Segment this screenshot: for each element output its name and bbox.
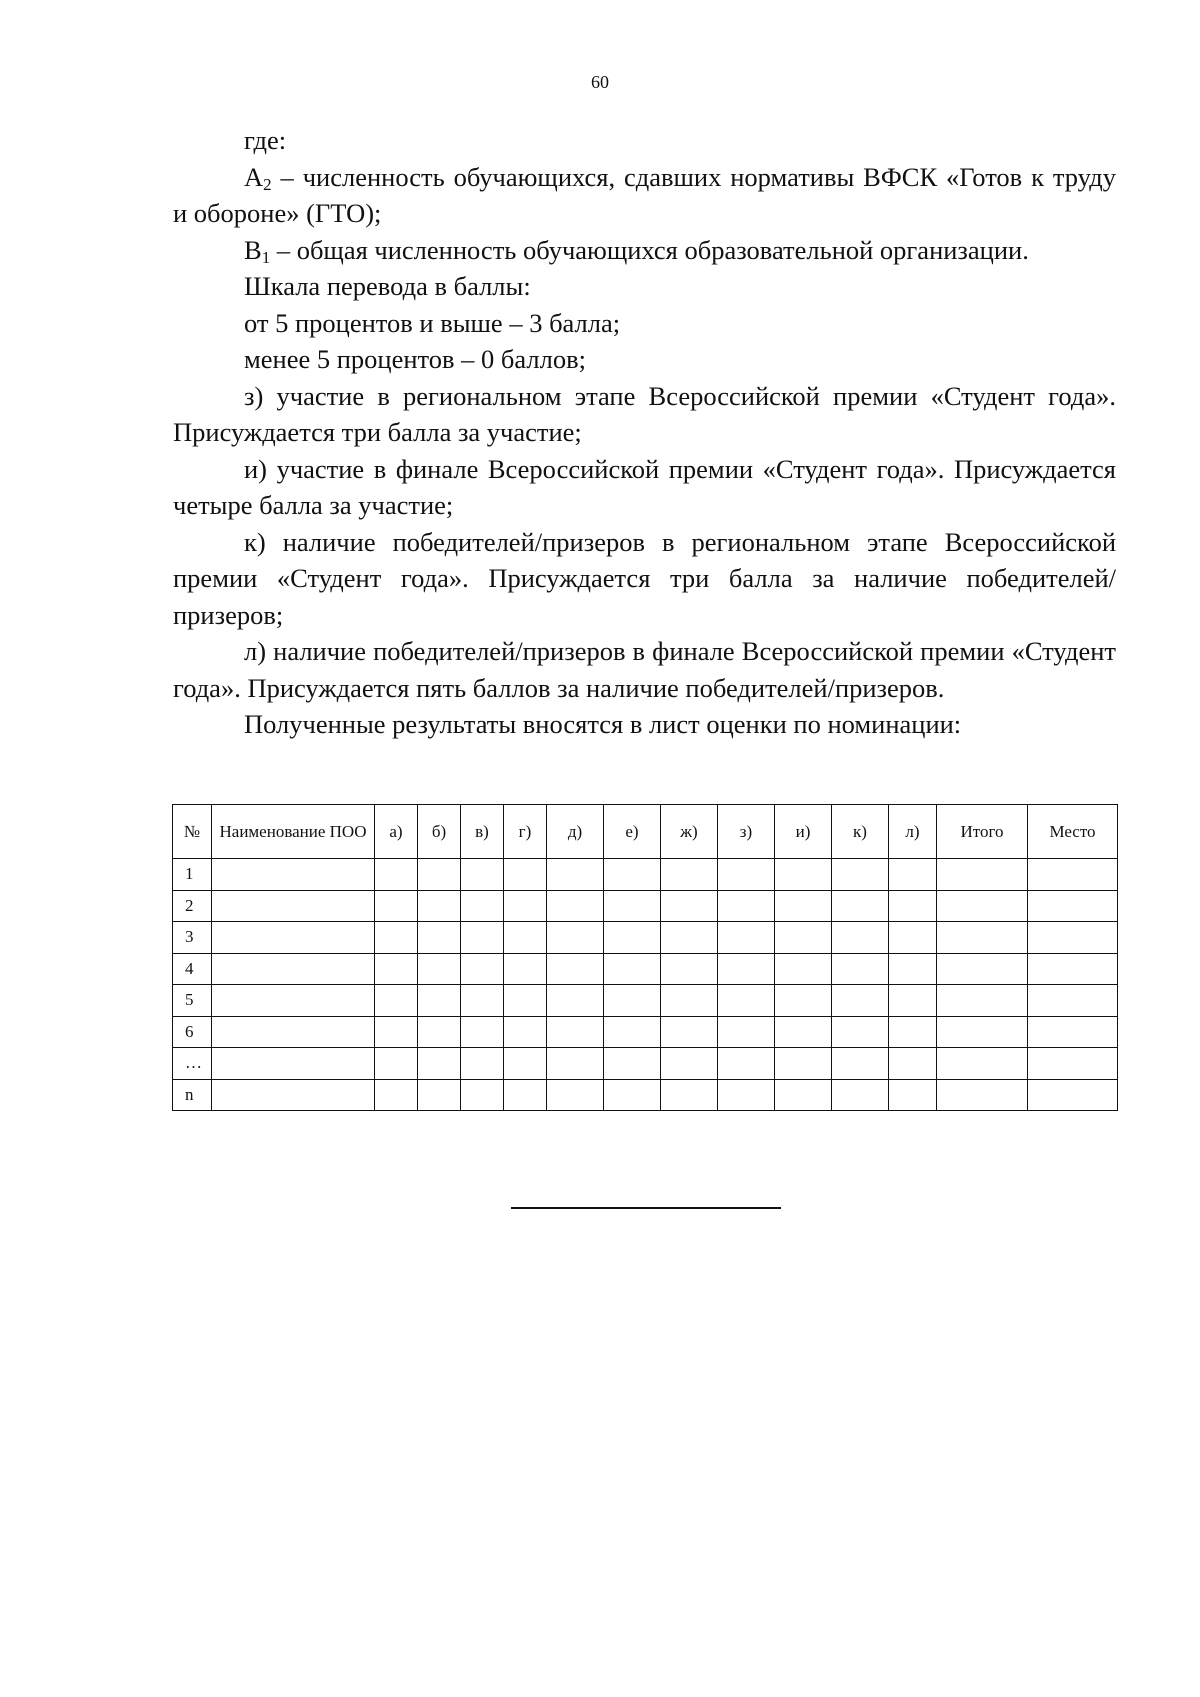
table-cell	[604, 859, 661, 891]
evaluation-table	[172, 804, 1118, 1111]
table-cell	[661, 1016, 718, 1048]
table-cell	[604, 922, 661, 954]
table-cell	[661, 890, 718, 922]
table-row	[173, 1016, 1118, 1048]
table-cell	[504, 890, 547, 922]
column-header: №	[173, 805, 212, 859]
table-cell	[461, 1079, 504, 1111]
table-cell	[718, 953, 775, 985]
table-row	[173, 922, 1118, 954]
table-cell	[661, 922, 718, 954]
table-cell	[661, 1048, 718, 1080]
column-header: б)	[418, 805, 461, 859]
row-number: 5	[173, 985, 212, 1017]
column-header: и)	[775, 805, 832, 859]
column-header: д)	[547, 805, 604, 859]
end-rule	[511, 1207, 781, 1209]
table-cell	[461, 859, 504, 891]
table-cell	[832, 922, 889, 954]
table-cell	[775, 953, 832, 985]
table-cell	[212, 859, 375, 891]
table-cell	[547, 922, 604, 954]
table-cell	[418, 985, 461, 1017]
table-cell	[418, 953, 461, 985]
table-row	[173, 953, 1118, 985]
table-cell	[604, 890, 661, 922]
column-header: к)	[832, 805, 889, 859]
table-row	[173, 1048, 1118, 1080]
table-cell	[418, 922, 461, 954]
table-cell	[604, 953, 661, 985]
paragraph: где:	[244, 125, 287, 155]
column-header: Наименование ПОО	[212, 805, 375, 859]
table-cell	[937, 1079, 1028, 1111]
table-cell	[889, 890, 937, 922]
table-cell	[604, 1079, 661, 1111]
table-cell	[212, 890, 375, 922]
table-cell	[418, 1048, 461, 1080]
table-cell	[504, 1016, 547, 1048]
table-cell	[461, 1048, 504, 1080]
table-cell	[375, 953, 418, 985]
column-header: Место	[1028, 805, 1118, 859]
table-cell	[1028, 890, 1118, 922]
paragraph: и) участие в финале Всероссийской премии «Студент года». Присуждается четыре балла за участие;	[173, 453, 1116, 520]
column-header: в)	[461, 805, 504, 859]
page-number: 60	[591, 72, 609, 92]
table-cell	[661, 859, 718, 891]
table-cell	[718, 1016, 775, 1048]
table-header-row	[173, 805, 1118, 859]
table-cell	[504, 1079, 547, 1111]
table-cell	[775, 890, 832, 922]
row-number: 3	[173, 922, 212, 954]
table-cell	[212, 1079, 375, 1111]
table-cell	[461, 985, 504, 1017]
table-cell	[889, 859, 937, 891]
table-cell	[547, 890, 604, 922]
row-number: 1	[173, 859, 212, 891]
table-cell	[937, 922, 1028, 954]
table-cell	[661, 985, 718, 1017]
paragraph: от 5 процентов и выше – 3 балла;	[244, 307, 621, 338]
paragraph: л) наличие победителей/призеров в финале Всероссийской премии «Студент года». Присуждается пять баллов за наличие победителей/призеров.	[173, 636, 1116, 703]
table-cell	[889, 1048, 937, 1080]
table-cell	[212, 1016, 375, 1048]
table-cell	[461, 953, 504, 985]
table-row	[173, 1079, 1118, 1111]
row-number: 4	[173, 953, 212, 985]
table-cell	[889, 985, 937, 1017]
row-number: …	[173, 1048, 212, 1080]
table-row	[173, 859, 1118, 891]
table-cell	[661, 1079, 718, 1111]
table-cell	[889, 1016, 937, 1048]
table-cell	[718, 1079, 775, 1111]
table-cell	[212, 1048, 375, 1080]
table-cell	[375, 1016, 418, 1048]
table-cell	[775, 922, 832, 954]
table-cell	[832, 859, 889, 891]
paragraph: Шкала перевода в баллы:	[244, 271, 531, 301]
table-cell	[937, 890, 1028, 922]
table-cell	[718, 890, 775, 922]
table-cell	[547, 985, 604, 1017]
table-cell	[937, 1048, 1028, 1080]
table-cell	[375, 890, 418, 922]
column-header: з)	[718, 805, 775, 859]
table-cell	[1028, 985, 1118, 1017]
paragraph: $А_2$ – численность обучающихся, сдавших нормативы ВФСК «Готов к труду и обороне» (ГТО);	[173, 161, 1116, 228]
table-cell	[504, 985, 547, 1017]
table-cell	[832, 1048, 889, 1080]
table-cell	[775, 859, 832, 891]
table-cell	[937, 1016, 1028, 1048]
table-cell	[1028, 859, 1118, 891]
table-cell	[547, 1079, 604, 1111]
table-cell	[832, 890, 889, 922]
table-cell	[418, 859, 461, 891]
table-cell	[547, 859, 604, 891]
table-cell	[832, 1079, 889, 1111]
table-cell	[375, 1048, 418, 1080]
table-cell	[461, 1016, 504, 1048]
table-row	[173, 890, 1118, 922]
table-cell	[461, 922, 504, 954]
table-cell	[937, 953, 1028, 985]
row-number: 2	[173, 890, 212, 922]
paragraph: $В_1$ – общая численность обучающихся образовательной организации.	[244, 234, 1029, 267]
table-cell	[461, 890, 504, 922]
table-cell	[375, 1079, 418, 1111]
table-cell	[375, 859, 418, 891]
column-header: е)	[604, 805, 661, 859]
column-header: Итого	[937, 805, 1028, 859]
table-cell	[418, 1016, 461, 1048]
table-cell	[504, 922, 547, 954]
column-header: л)	[889, 805, 937, 859]
row-number: 6	[173, 1016, 212, 1048]
table-cell	[504, 859, 547, 891]
column-header: г)	[504, 805, 547, 859]
table-cell	[718, 1048, 775, 1080]
table-cell	[775, 1048, 832, 1080]
table-cell	[775, 985, 832, 1017]
table-cell	[604, 1016, 661, 1048]
paragraph: Полученные результаты вносятся в лист оценки по номинации:	[244, 709, 962, 739]
paragraph: з) участие в региональном этапе Всероссийской премии «Студент года». Присуждается три балла за участие;	[173, 380, 1116, 447]
table-cell	[718, 859, 775, 891]
table-cell	[1028, 953, 1118, 985]
table-cell	[212, 922, 375, 954]
row-number: n	[173, 1079, 212, 1111]
table-cell	[832, 1016, 889, 1048]
table-cell	[1028, 1079, 1118, 1111]
table-cell	[604, 985, 661, 1017]
table-cell	[547, 1048, 604, 1080]
table-cell	[212, 953, 375, 985]
table-cell	[1028, 1016, 1118, 1048]
table-cell	[212, 985, 375, 1017]
table-row	[173, 985, 1118, 1017]
table-cell	[1028, 1048, 1118, 1080]
table-cell	[937, 859, 1028, 891]
table-cell	[504, 953, 547, 985]
table-cell	[604, 1048, 661, 1080]
table-cell	[889, 922, 937, 954]
table-cell	[832, 953, 889, 985]
paragraph: менее 5 процентов – 0 баллов;	[244, 344, 586, 374]
paragraph: к) наличие победителей/призеров в региональном этапе Всероссийской премии «Студент года». Присуждается три балла за наличие победителей/призеров;	[173, 526, 1116, 630]
table-cell	[547, 1016, 604, 1048]
table-cell	[718, 922, 775, 954]
column-header: ж)	[661, 805, 718, 859]
table-cell	[889, 1079, 937, 1111]
table-cell	[547, 953, 604, 985]
table-cell	[832, 985, 889, 1017]
table-cell	[937, 985, 1028, 1017]
table-cell	[775, 1016, 832, 1048]
table-cell	[504, 1048, 547, 1080]
table-cell	[375, 985, 418, 1017]
body-text	[173, 122, 1116, 743]
table-cell	[661, 953, 718, 985]
table-cell	[418, 1079, 461, 1111]
table-cell	[1028, 922, 1118, 954]
table-cell	[889, 953, 937, 985]
table-cell	[375, 922, 418, 954]
table-cell	[718, 985, 775, 1017]
table-cell	[418, 890, 461, 922]
table-cell	[775, 1079, 832, 1111]
column-header: а)	[375, 805, 418, 859]
